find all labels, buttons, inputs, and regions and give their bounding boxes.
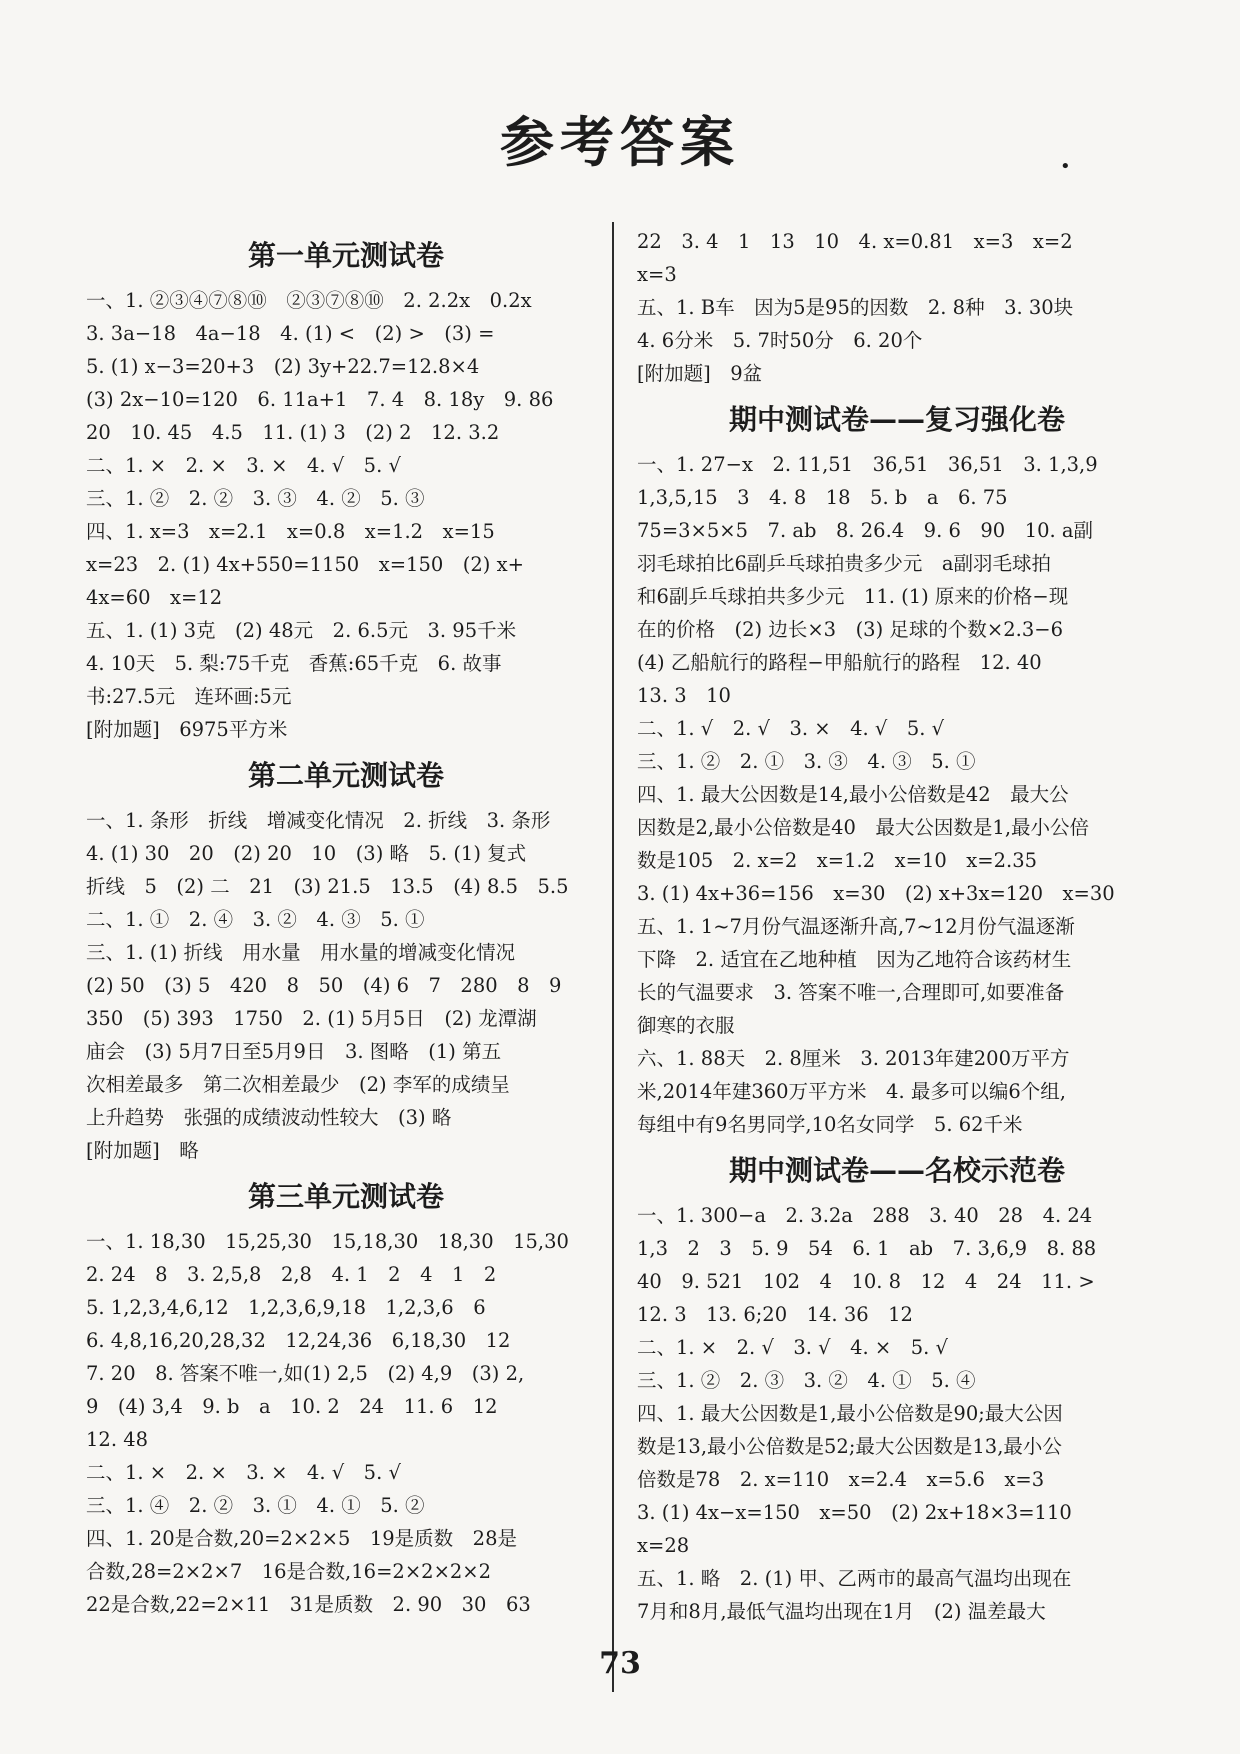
answer-line: 四、1. 最大公因数是1,最小公倍数是90;最大公因 (637, 1402, 1063, 1425)
answer-line: 5. 1,2,3,4,6,12 1,2,3,6,9,18 1,2,3,6 6 (86, 1296, 486, 1319)
answer-line: [附加题] 略 (86, 1139, 199, 1162)
answer-line: 4. (1) 30 20 (2) 20 10 (3) 略 5. (1) 复式 (86, 842, 527, 865)
answer-line: 在的价格 (2) 边长×3 (3) 足球的个数×2.3−6 (637, 618, 1063, 641)
answer-line: 2. 24 8 3. 2,5,8 2,8 4. 1 2 4 1 2 (86, 1263, 497, 1286)
answer-line: 1,3,5,15 3 4. 8 18 5. b a 6. 75 (637, 486, 1008, 509)
answer-line: 长的气温要求 3. 答案不唯一,合理即可,如要准备 (637, 981, 1065, 1004)
answer-line: 因数是2,最小公倍数是40 最大公因数是1,最小公倍 (637, 816, 1090, 839)
column-divider (612, 222, 614, 1692)
answer-line: 三、1. ② 2. ③ 3. ② 4. ① 5. ④ (637, 1369, 976, 1392)
answer-line: 一、1. 300−a 2. 3.2a 288 3. 40 28 4. 24 (637, 1204, 1093, 1227)
answer-line: 7月和8月,最低气温均出现在1月 (2) 温差最大 (637, 1600, 1046, 1623)
answer-line: 五、1. 1~7月份气温逐渐升高,7~12月份气温逐渐 (637, 915, 1075, 938)
answer-line: 一、1. ②③④⑦⑧⑩ ②③⑦⑧⑩ 2. 2.2x 0.2x (86, 289, 532, 312)
answer-line: 20 10. 45 4.5 11. (1) 3 (2) 2 12. 3.2 (86, 421, 500, 444)
answer-line: 1,3 2 3 5. 9 54 6. 1 ab 7. 3,6,9 8. 88 (637, 1237, 1097, 1260)
answer-line: 二、1. ① 2. ④ 3. ② 4. ③ 5. ① (86, 908, 425, 931)
answer-line: 二、1. × 2. √ 3. √ 4. × 5. √ (637, 1336, 948, 1359)
answer-line: 6. 4,8,16,20,28,32 12,24,36 6,18,30 12 (86, 1329, 511, 1352)
answer-line: 米,2014年建360万平方米 4. 最多可以编6个组, (637, 1080, 1066, 1103)
answer-line: 五、1. (1) 3克 (2) 48元 2. 6.5元 3. 95千米 (86, 619, 517, 642)
answer-line: 12. 48 (86, 1428, 149, 1451)
answer-line: 六、1. 88天 2. 8厘米 3. 2013年建200万平方 (637, 1047, 1070, 1070)
answer-line: 二、1. × 2. × 3. × 4. √ 5. √ (86, 454, 401, 477)
answer-line: 书:27.5元 连环画:5元 (86, 685, 292, 708)
answer-line: 22是合数,22=2×11 31是质数 2. 90 30 63 (86, 1593, 531, 1616)
answer-line: 13. 3 10 (637, 684, 731, 707)
section-title: 第三单元测试卷 (247, 1180, 444, 1213)
answer-line: 三、1. (1) 折线 用水量 用水量的增减变化情况 (86, 941, 516, 964)
answer-line: 二、1. √ 2. √ 3. × 4. √ 5. √ (637, 717, 945, 740)
answer-line: 3. 3a−18 4a−18 4. (1) < (2) > (3) = (86, 322, 495, 345)
answer-line: x=23 2. (1) 4x+550=1150 x=150 (2) x+ (86, 553, 524, 576)
answer-line: x=3 (637, 263, 677, 286)
answer-line: 庙会 (3) 5月7日至5月9日 3. 图略 (1) 第五 (86, 1040, 502, 1063)
speck-mark: • (1060, 156, 1071, 177)
answer-line: 每组中有9名男同学,10名女同学 5. 62千米 (637, 1113, 1023, 1136)
answer-line: 四、1. 20是合数,20=2×2×5 19是质数 28是 (86, 1527, 517, 1550)
answer-line: 羽毛球拍比6副乒乓球拍贵多少元 a副羽毛球拍 (637, 552, 1052, 575)
answer-line: 和6副乒乓球拍共多少元 11. (1) 原来的价格−现 (637, 585, 1069, 608)
answer-line: 折线 5 (2) 二 21 (3) 21.5 13.5 (4) 8.5 5.5 (86, 875, 569, 898)
section-title: 期中测试卷——名校示范卷 (728, 1154, 1065, 1187)
answer-line: [附加题] 6975平方米 (86, 718, 288, 741)
answer-line: x=28 (637, 1534, 690, 1557)
answer-line: 三、1. ② 2. ① 3. ③ 4. ③ 5. ① (637, 750, 976, 773)
answer-line: 次相差最多 第二次相差最少 (2) 李军的成绩呈 (86, 1073, 510, 1096)
answer-line: 五、1. 略 2. (1) 甲、乙两市的最高气温均出现在 (637, 1567, 1072, 1590)
section-title: 第一单元测试卷 (247, 239, 444, 272)
answer-line: 350 (5) 393 1750 2. (1) 5月5日 (2) 龙潭湖 (86, 1007, 537, 1030)
answer-line: 40 9. 521 102 4 10. 8 12 4 24 11. > (637, 1270, 1095, 1293)
right-column (637, 225, 1157, 1628)
section-title: 第二单元测试卷 (247, 759, 444, 792)
answer-line: (2) 50 (3) 5 420 8 50 (4) 6 7 280 8 9 (86, 974, 562, 997)
answer-line: 二、1. × 2. × 3. × 4. √ 5. √ (86, 1461, 401, 1484)
answer-line: [附加题] 9盆 (637, 362, 763, 385)
answer-line: 三、1. ② 2. ② 3. ③ 4. ② 5. ③ (86, 487, 425, 510)
answer-line: 下降 2. 适宜在乙地种植 因为乙地符合该药材生 (637, 948, 1072, 971)
answer-line: (3) 2x−10=120 6. 11a+1 7. 4 8. 18y 9. 86 (86, 388, 554, 411)
answer-line: 9 (4) 3,4 9. b a 10. 2 24 11. 6 12 (86, 1395, 498, 1418)
answer-line: 3. (1) 4x+36=156 x=30 (2) x+3x=120 x=30 (637, 882, 1115, 905)
answer-line: 倍数是78 2. x=110 x=2.4 x=5.6 x=3 (637, 1468, 1045, 1491)
answer-line: 御寒的衣服 (637, 1014, 735, 1037)
answer-line: 上升趋势 张强的成绩波动性较大 (3) 略 (86, 1106, 452, 1129)
page-title: 参考答案 (500, 110, 740, 174)
answer-line: 7. 20 8. 答案不唯一,如(1) 2,5 (2) 4,9 (3) 2, (86, 1362, 525, 1385)
answer-line: 3. (1) 4x−x=150 x=50 (2) 2x+18×3=110 (637, 1501, 1072, 1524)
answer-line: 75=3×5×5 7. ab 8. 26.4 9. 6 90 10. a副 (637, 519, 1094, 542)
left-column (86, 226, 606, 1621)
answer-line: 一、1. 18,30 15,25,30 15,18,30 18,30 15,30 (86, 1230, 569, 1253)
answer-line: 五、1. B车 因为5是95的因数 2. 8种 3. 30块 (637, 296, 1074, 319)
answer-line: 一、1. 条形 折线 增减变化情况 2. 折线 3. 条形 (86, 809, 551, 832)
section-title: 期中测试卷——复习强化卷 (728, 403, 1065, 436)
answer-line: 数是105 2. x=2 x=1.2 x=10 x=2.35 (637, 849, 1038, 872)
answer-line: (4) 乙船航行的路程−甲船航行的路程 12. 40 (637, 651, 1042, 674)
answer-line: 4. 6分米 5. 7时50分 6. 20个 (637, 329, 923, 352)
answer-line: 四、1. 最大公因数是14,最小公倍数是42 最大公 (637, 783, 1069, 806)
answer-line: 5. (1) x−3=20+3 (2) 3y+22.7=12.8×4 (86, 355, 480, 378)
answer-line: 一、1. 27−x 2. 11,51 36,51 36,51 3. 1,3,9 (637, 453, 1098, 476)
answer-line: 4x=60 x=12 (86, 586, 223, 609)
answer-line: 22 3. 4 1 13 10 4. x=0.81 x=3 x=2 (637, 230, 1073, 253)
answer-line: 合数,28=2×2×7 16是合数,16=2×2×2×2 (86, 1560, 492, 1583)
answer-line: 四、1. x=3 x=2.1 x=0.8 x=1.2 x=15 (86, 520, 495, 543)
page-number: 73 (599, 1646, 641, 1681)
answer-line: 三、1. ④ 2. ② 3. ① 4. ① 5. ② (86, 1494, 425, 1517)
answer-line: 12. 3 13. 6;20 14. 36 12 (637, 1303, 913, 1326)
answer-line: 数是13,最小公倍数是52;最大公因数是13,最小公 (637, 1435, 1062, 1458)
answer-line: 4. 10天 5. 梨:75千克 香蕉:65千克 6. 故事 (86, 652, 502, 675)
